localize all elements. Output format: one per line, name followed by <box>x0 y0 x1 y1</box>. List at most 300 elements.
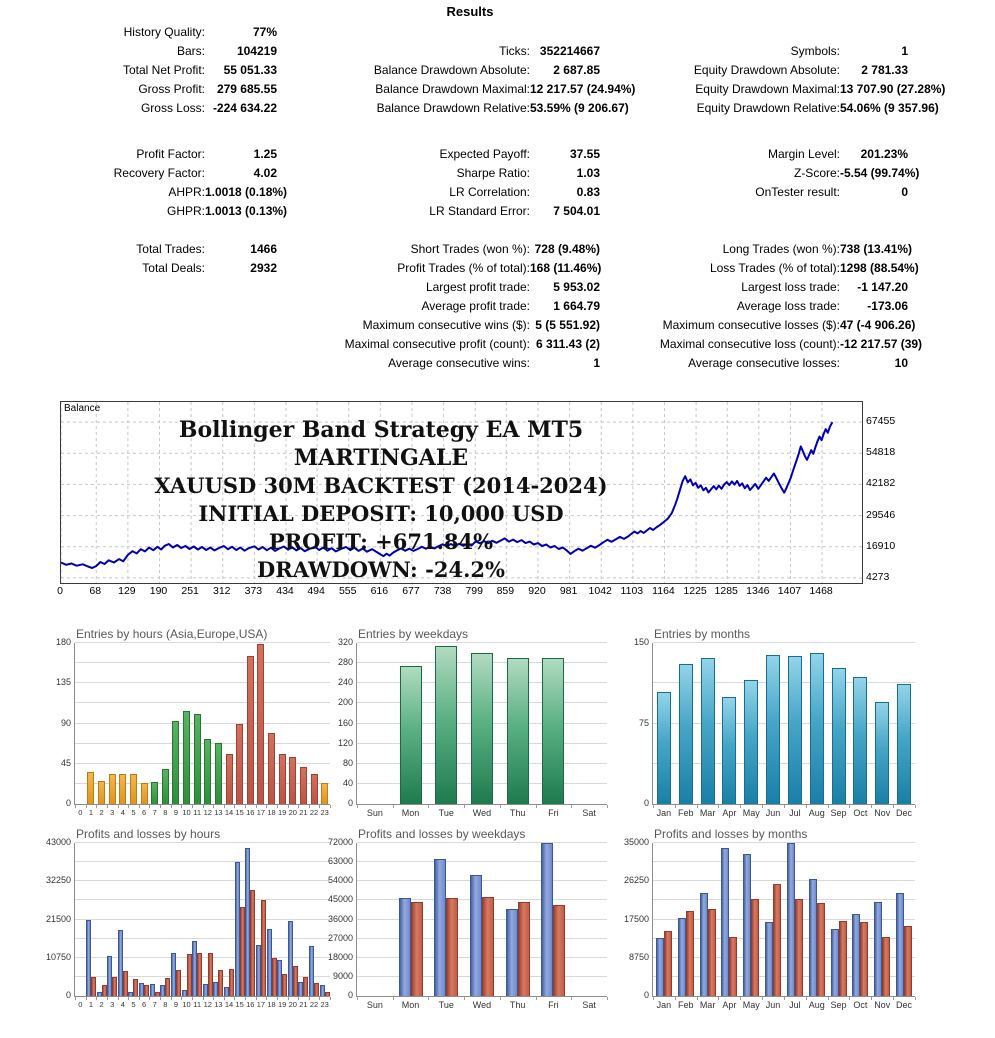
x-tick-label: 14 <box>224 808 234 817</box>
bar <box>236 724 243 804</box>
stat-label: LR Standard Error: <box>429 204 530 218</box>
stat-value: 738 (13.41%) <box>840 242 913 256</box>
stat-value: 201.23% <box>860 147 908 161</box>
y-tick-label: 120 <box>337 737 353 748</box>
x-tick-label: Jun <box>765 808 781 818</box>
mini-plot <box>74 843 330 997</box>
bar <box>897 684 911 804</box>
balance-x-tick: 494 <box>307 585 325 597</box>
y-tick-label: 180 <box>55 637 71 647</box>
stat-label: Short Trades (won %): <box>410 242 530 256</box>
mini-plot <box>652 843 915 997</box>
bar <box>773 884 781 996</box>
bar <box>314 983 319 996</box>
balance-series-label: Balance <box>64 403 101 414</box>
gridline <box>75 642 330 643</box>
stat-value: 2932 <box>250 261 277 275</box>
stat-label: Average profit trade: <box>421 299 530 313</box>
x-tick-label: Sun <box>366 808 383 818</box>
stat-value: 1.0018 (0.18%) <box>205 185 288 199</box>
x-tick-label: Jan <box>656 808 672 818</box>
bar <box>165 978 170 996</box>
x-tick-label: Sun <box>366 1000 383 1010</box>
bar <box>162 769 169 804</box>
stat-value <box>530 23 600 42</box>
stats-row <box>0 297 908 316</box>
stats-row <box>0 335 923 354</box>
bar <box>311 774 318 804</box>
x-tick-label: Aug <box>808 808 825 818</box>
gridline <box>75 899 330 900</box>
stat-value: 2 781.33 <box>861 63 908 77</box>
mini-chart-pl-by-hours <box>40 827 331 1009</box>
x-tick-label: 10 <box>182 808 191 817</box>
stat-label <box>600 23 840 42</box>
stat-value: 53.59% (9 206.67) <box>530 101 629 115</box>
mini-x-axis <box>357 808 608 818</box>
bar <box>810 653 824 804</box>
y-tick-label: 40 <box>342 777 353 788</box>
y-tick-label: 75 <box>638 717 649 728</box>
y-tick-label: 135 <box>55 677 71 688</box>
x-tick-label: Fri <box>548 808 559 818</box>
mini-y-axis <box>618 837 652 1000</box>
y-tick-label: 43000 <box>45 837 71 847</box>
y-tick-label: 35000 <box>623 837 649 847</box>
stats-row <box>0 61 908 80</box>
stat-value <box>205 354 277 373</box>
mini-y-axis <box>322 837 356 1000</box>
page-title: Results <box>446 4 494 19</box>
stats-row <box>0 202 908 221</box>
bar <box>875 702 889 804</box>
stat-label <box>0 297 205 316</box>
y-tick-label: 160 <box>337 717 353 728</box>
gridline <box>75 662 330 663</box>
bar <box>400 666 422 804</box>
balance-x-tick: 373 <box>244 585 263 597</box>
stat-value <box>205 278 277 297</box>
bar <box>507 658 529 804</box>
bar <box>852 914 860 996</box>
stat-label: Gross Loss: <box>140 101 205 115</box>
bar <box>722 697 736 804</box>
balance-chart <box>60 401 863 584</box>
x-tick-label: Nov <box>874 1000 891 1010</box>
y-tick-label: 17500 <box>623 913 649 924</box>
bar <box>141 783 148 804</box>
overlay-line-drawdown: DRAWDOWN: -24.2% <box>257 557 505 582</box>
balance-x-tick: 1164 <box>652 585 675 597</box>
bar <box>766 655 780 804</box>
x-tick-label: Sat <box>582 808 596 818</box>
stats-row <box>0 23 908 42</box>
x-tick-label: Jul <box>789 808 801 818</box>
stat-label: Equity Drawdown Maximal: <box>695 82 840 96</box>
x-tick-label: Feb <box>677 1000 694 1010</box>
bar <box>204 739 211 804</box>
x-tick-label: 9 <box>173 808 179 817</box>
bar <box>839 921 847 996</box>
stat-label: Expected Payoff: <box>439 147 530 161</box>
x-tick-label: 15 <box>235 1000 244 1009</box>
mini-x-axis <box>653 1000 916 1010</box>
x-tick-label: Mon <box>401 808 420 818</box>
x-tick-label: 11 <box>193 1000 202 1009</box>
stat-label: Balance Drawdown Relative: <box>376 101 530 115</box>
mini-chart-pl-by-weekdays <box>322 827 608 1010</box>
bar <box>87 772 94 804</box>
stat-label: Gross Profit: <box>138 82 205 96</box>
bar <box>144 985 149 996</box>
x-tick-label: 22 <box>309 1000 319 1009</box>
y-tick-label: 45 <box>60 757 71 768</box>
stat-value: 168 (11.46%) <box>530 261 602 275</box>
stat-label: Maximal consecutive profit (count): <box>344 337 530 351</box>
x-tick-label: May <box>742 808 760 818</box>
gridline <box>653 861 915 862</box>
stat-value: 1.25 <box>253 147 277 161</box>
balance-x-tick: 434 <box>276 585 294 597</box>
bar <box>729 937 737 996</box>
mini-chart-title: Entries by hours (Asia,Europe,USA) <box>76 627 268 641</box>
y-tick-label: 240 <box>337 677 353 688</box>
mini-x-axis <box>653 808 916 818</box>
balance-x-tick: 1285 <box>714 585 738 597</box>
x-tick-label: 0 <box>78 808 83 817</box>
bar <box>119 774 126 804</box>
bar <box>471 653 493 804</box>
y-tick-label: 80 <box>342 757 353 768</box>
stat-label: Maximal consecutive loss (count): <box>659 337 840 351</box>
gridline <box>75 702 330 703</box>
stat-value: 12 217.57 (24.94%) <box>530 82 636 96</box>
bar <box>795 899 803 996</box>
y-tick-label: 54000 <box>327 875 353 886</box>
stat-label: Largest profit trade: <box>425 280 530 294</box>
bar <box>218 970 223 996</box>
bar <box>832 668 846 804</box>
bar <box>279 754 286 804</box>
x-tick-label: 5 <box>131 1000 136 1009</box>
mini-chart-entries-by-hours <box>40 627 331 817</box>
x-tick-label: Feb <box>677 808 694 818</box>
bar <box>882 937 890 996</box>
bar <box>686 911 694 996</box>
bar <box>240 907 245 996</box>
bar <box>130 774 137 804</box>
bar <box>744 680 758 805</box>
bar <box>282 974 287 996</box>
stat-label: GHPR: <box>166 204 205 218</box>
x-tick-label: 7 <box>152 1000 157 1009</box>
bar <box>896 893 904 996</box>
balance-y-tick: 54818 <box>866 446 896 459</box>
y-tick-label: 32250 <box>45 875 71 886</box>
stat-value: 1 664.79 <box>553 299 600 313</box>
x-tick-label: 4 <box>120 1000 125 1009</box>
bar <box>787 843 795 996</box>
balance-y-tick: 16910 <box>866 539 896 552</box>
x-tick-label: Dec <box>896 1000 913 1010</box>
stat-value: 77% <box>252 25 277 39</box>
x-tick-label: Mar <box>699 1000 716 1010</box>
x-tick-label: 20 <box>288 1000 297 1009</box>
y-tick-label: 72000 <box>327 837 353 847</box>
stat-label: Maximum consecutive wins ($): <box>362 318 530 332</box>
x-tick-label: 4 <box>120 808 125 817</box>
bar <box>765 922 773 996</box>
y-tick-label: 26250 <box>623 875 649 886</box>
mini-x-axis <box>75 1000 331 1009</box>
balance-x-tick: 799 <box>465 585 483 597</box>
mini-chart-pl-by-months <box>618 827 916 1010</box>
x-tick-label: Wed <box>472 808 492 818</box>
stat-label: Average consecutive losses: <box>688 356 840 370</box>
bar <box>293 966 298 996</box>
balance-x-tick: 981 <box>559 585 578 597</box>
bar <box>470 875 482 996</box>
x-tick-label: Fri <box>548 1000 559 1010</box>
stat-label: Balance Drawdown Absolute: <box>373 63 530 77</box>
x-tick-label: 18 <box>267 808 276 817</box>
stats-row <box>0 42 908 61</box>
balance-y-tick: 29546 <box>866 508 896 521</box>
balance-x-tick: 555 <box>338 585 357 597</box>
bar <box>183 711 190 804</box>
bar <box>208 953 213 996</box>
stat-value: 6 311.43 (2) <box>535 337 600 351</box>
stats-row <box>0 99 939 118</box>
stat-label: LR Correlation: <box>449 185 530 199</box>
y-tick-label: 27000 <box>327 932 353 943</box>
bar <box>446 898 458 996</box>
x-tick-label: Thu <box>509 1000 526 1010</box>
y-tick-label: 200 <box>337 697 353 708</box>
stat-value: 13 707.90 (27.28%) <box>840 82 946 96</box>
mini-chart-title: Entries by months <box>654 627 751 641</box>
balance-y-tick: 42182 <box>866 477 896 490</box>
stat-label: Margin Level: <box>767 147 840 161</box>
bar <box>831 929 839 996</box>
stat-label: Profit Factor: <box>136 147 205 161</box>
x-tick-label: Tue <box>438 1000 454 1010</box>
stats-row <box>0 316 916 335</box>
bar <box>904 926 912 996</box>
bar <box>701 658 715 804</box>
bar <box>809 879 817 996</box>
stat-label <box>0 335 205 354</box>
balance-overlay-text <box>91 416 671 584</box>
gridline <box>75 861 330 862</box>
x-tick-label: Dec <box>896 808 913 818</box>
y-tick-label: 90 <box>60 717 71 728</box>
stat-label <box>0 316 205 335</box>
stat-value: 5 953.02 <box>553 280 600 294</box>
x-tick-label: Sep <box>830 1000 847 1010</box>
overlay-line-deposit: INITIAL DEPOSIT: 10,000 USD <box>198 501 564 526</box>
balance-x-tick: 1346 <box>746 585 770 597</box>
bar <box>261 900 266 996</box>
y-tick-label: 0 <box>347 798 353 808</box>
bar <box>303 977 308 996</box>
balance-x-tick: 68 <box>89 585 102 597</box>
gridline <box>357 880 607 881</box>
x-tick-label: Thu <box>509 808 526 818</box>
stat-value: 1 <box>593 356 600 370</box>
bar <box>257 644 264 804</box>
x-tick-label: May <box>742 1000 760 1010</box>
bar <box>250 890 255 996</box>
balance-x-tick: 920 <box>528 585 546 597</box>
stat-label: Ticks: <box>499 44 530 58</box>
gridline <box>75 919 330 920</box>
bar <box>506 909 518 996</box>
bar <box>700 893 708 996</box>
x-tick-label: 23 <box>320 1000 329 1009</box>
bar <box>172 721 179 804</box>
x-tick-label: 14 <box>224 1000 234 1009</box>
x-tick-label: 16 <box>246 1000 255 1009</box>
gridline <box>357 842 607 843</box>
bar <box>708 909 716 996</box>
stat-value: 728 (9.48%) <box>534 242 600 256</box>
stat-value: 55 051.33 <box>223 63 277 77</box>
mini-x-axis <box>75 808 331 817</box>
stat-label: Symbols: <box>790 44 840 58</box>
bar <box>656 938 664 996</box>
x-tick-label: 8 <box>163 808 168 817</box>
x-tick-label: Sep <box>830 808 847 818</box>
gridline <box>75 723 330 724</box>
bar <box>272 958 277 996</box>
bar <box>817 903 825 996</box>
bar <box>155 992 160 996</box>
bar <box>151 782 158 804</box>
x-tick-label: Sat <box>582 1000 596 1010</box>
y-tick-label: 8750 <box>628 951 649 962</box>
gridline <box>653 842 915 843</box>
y-tick-label: 45000 <box>327 894 353 905</box>
bar <box>133 979 138 996</box>
bar <box>679 664 693 804</box>
balance-x-tick: 0 <box>57 585 63 597</box>
balance-x-tick: 616 <box>370 585 389 597</box>
mini-chart-title: Profits and losses by months <box>654 827 808 841</box>
x-tick-label: 12 <box>203 808 212 817</box>
x-tick-label: 20 <box>288 808 297 817</box>
mini-plot <box>74 643 330 805</box>
stat-label: Equity Drawdown Absolute: <box>693 63 840 77</box>
stat-value: -5.54 (99.74%) <box>840 166 920 180</box>
stats-table <box>0 23 946 373</box>
stat-label: Total Net Profit: <box>122 63 205 77</box>
stat-value: -12 217.57 (39) <box>840 337 923 351</box>
mini-chart-title: Entries by weekdays <box>358 627 469 641</box>
stat-value: 37.55 <box>569 147 600 161</box>
gridline <box>75 842 330 843</box>
bar <box>226 754 233 804</box>
x-tick-label: 3 <box>110 808 115 817</box>
bar <box>102 985 107 996</box>
stat-label <box>600 202 840 221</box>
stats-row <box>0 259 919 278</box>
stat-value: 1.0013 (0.13%) <box>205 204 288 218</box>
stat-value: 7 504.01 <box>553 204 600 218</box>
bar <box>751 899 759 996</box>
stat-label: OnTester result: <box>755 185 840 199</box>
stats-row <box>0 240 913 259</box>
y-tick-label: 0 <box>643 798 649 808</box>
stat-value <box>205 297 277 316</box>
mini-y-axis <box>322 637 356 808</box>
stat-label <box>277 23 530 42</box>
stat-value <box>840 23 908 42</box>
bar <box>197 953 202 996</box>
y-tick-label: 0 <box>347 990 353 1000</box>
balance-x-tick: 738 <box>433 585 452 597</box>
mini-chart-entries-by-months <box>618 627 916 818</box>
stat-value: 104219 <box>236 44 277 58</box>
x-tick-label: Oct <box>853 808 868 818</box>
balance-x-tick: 190 <box>149 585 168 597</box>
y-tick-label: 320 <box>337 637 353 647</box>
bar <box>98 781 105 804</box>
x-tick-label: 18 <box>267 1000 276 1009</box>
x-tick-label: 1 <box>88 1000 94 1009</box>
balance-x-tick: 312 <box>212 585 231 597</box>
x-tick-label: Tue <box>438 808 454 818</box>
stat-value: 0 <box>901 185 908 199</box>
x-tick-label: 21 <box>299 1000 308 1009</box>
y-tick-label: 280 <box>337 657 353 668</box>
x-tick-label: 12 <box>203 1000 212 1009</box>
y-tick-label: 0 <box>65 990 71 1000</box>
stat-label: Average consecutive wins: <box>388 356 530 370</box>
bar <box>435 646 457 804</box>
mini-plot <box>652 643 915 805</box>
stat-label: Z-Score: <box>793 166 840 180</box>
balance-x-tick: 1468 <box>809 585 833 597</box>
stat-label: Balance Drawdown Maximal: <box>375 82 530 96</box>
balance-x-tick: 129 <box>118 585 136 597</box>
x-tick-label: 8 <box>163 1000 168 1009</box>
y-tick-label: 10750 <box>45 951 71 962</box>
bar <box>176 970 181 996</box>
stat-value: 279 685.55 <box>216 82 277 96</box>
bar <box>664 931 672 996</box>
gridline <box>75 743 330 744</box>
x-tick-label: 13 <box>214 1000 223 1009</box>
x-tick-label: 1 <box>88 808 94 817</box>
y-tick-label: 150 <box>633 637 649 647</box>
x-tick-label: 3 <box>110 1000 115 1009</box>
x-tick-label: Nov <box>874 808 891 818</box>
bar <box>109 774 116 804</box>
y-tick-label: 21500 <box>45 913 71 924</box>
stat-value: 2 687.85 <box>553 63 600 77</box>
mini-chart-title: Profits and losses by weekdays <box>358 827 526 841</box>
balance-x-tick: 1103 <box>620 585 644 597</box>
bar <box>300 767 307 804</box>
stat-label: Largest loss trade: <box>741 280 840 294</box>
bar <box>434 859 446 996</box>
y-tick-label: 9000 <box>332 970 353 981</box>
mini-chart-entries-by-weekdays <box>322 627 608 818</box>
stat-value <box>205 316 277 335</box>
stat-value: 1 <box>901 44 908 58</box>
bar <box>518 902 530 996</box>
